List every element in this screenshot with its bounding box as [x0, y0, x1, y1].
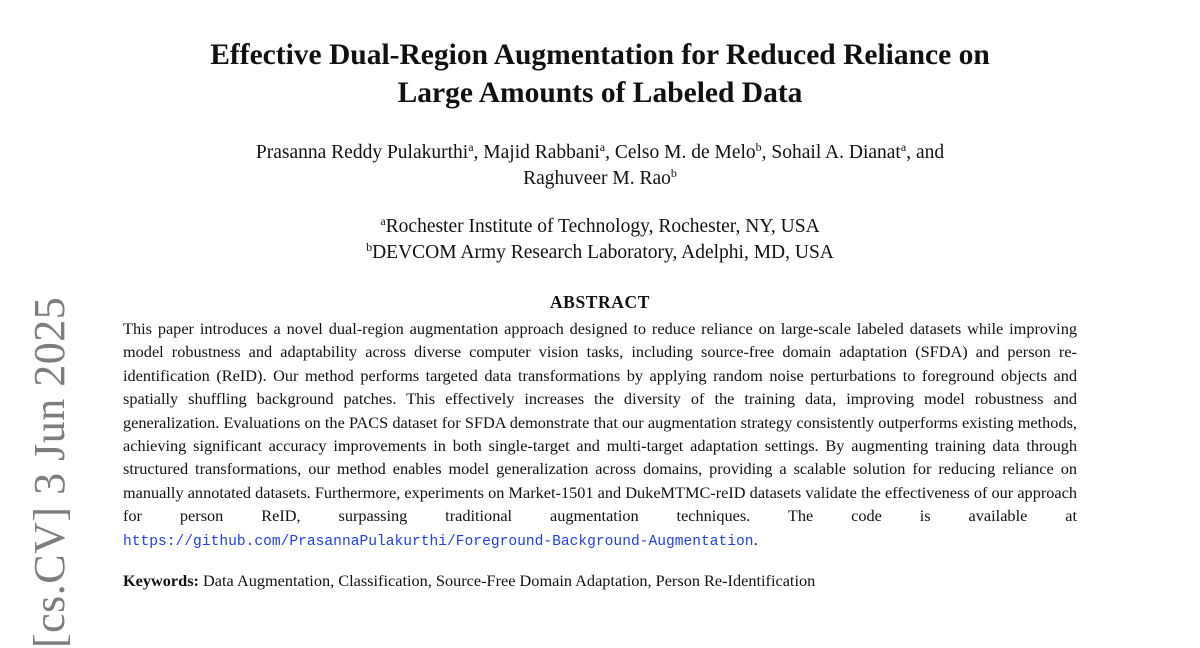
abstract-text: This paper introduces a novel dual-region augmentation approach designed to reduce reliance on large-scale labeled datasets while improving model robustness and adaptability across diverse computer vision tasks, including source-free domain adaptation (SFDA) and person re-identification (ReID). Our method performs targeted data transformations by applying random noise perturbations to foreground objects and spatially shuffling background patches. This effectively increases the diversity of the training data, improving model robustness and generalization. Evaluations on the PACS dataset for SFDA demonstrate that our augmentation strategy consistently outperforms existing methods, achieving significant accuracy improvements in both single-target and multi-target adaptation settings. By augmenting training data through structured transformations, our method enables model generalization across domains, providing a scalable solution for reducing reliance on manually annotated datasets. Furthermore, experiments on Market-1501 and DukeMTMC-reID datasets validate the effectiveness of our approach for person ReID, surpassing traditional augmentation techniques. The code is available at https://github.com/PrasannaPulakurthi/Foreground-Background-Augmentation. — [123, 319, 1077, 550]
affiliation-mark: a — [900, 140, 907, 154]
affiliation-mark: a — [599, 140, 606, 154]
code-link[interactable]: https://github.com/PrasannaPulakurthi/Foreground-Background-Augmentation — [123, 533, 754, 550]
keywords — [123, 569, 1077, 592]
abstract-heading: ABSTRACT — [549, 292, 651, 312]
author-list — [123, 140, 1077, 192]
title-line-2: Large Amounts of Labeled Data — [397, 77, 803, 109]
paper-page — [123, 0, 1077, 592]
author: Sohail A. Dianat$^a$, and — [771, 140, 945, 163]
arxiv-stamp: [cs.CV] 3 Jun 2025 — [25, 296, 74, 648]
affiliation-list — [123, 214, 1077, 266]
keywords-label: Keywords: — [123, 571, 199, 591]
author: Raghuveer M. Rao$^b$ — [523, 166, 677, 189]
title-line-1: Effective Dual-Region Augmentation for Reduced Reliance on — [210, 39, 990, 71]
author: Celso M. de Melo$^b$, — [614, 140, 772, 163]
paper-title — [123, 0, 1077, 112]
affiliation: $^a$Rochester Institute of Technology, Rochester, NY, USA — [380, 214, 820, 237]
affiliation-mark: a — [468, 140, 474, 154]
affiliation: $^b$DEVCOM Army Research Laboratory, Adelphi, MD, USA — [366, 240, 834, 263]
affiliation-mark: b — [670, 166, 677, 180]
author: Majid Rabbani$^a$, — [483, 140, 615, 163]
author: Prasanna Reddy Pulakurthi$^a$, — [255, 140, 484, 163]
keywords-text: Data Augmentation, Classification, Source-Free Domain Adaptation, Person Re-Identification — [203, 571, 816, 591]
affiliation-mark: b — [755, 140, 762, 154]
